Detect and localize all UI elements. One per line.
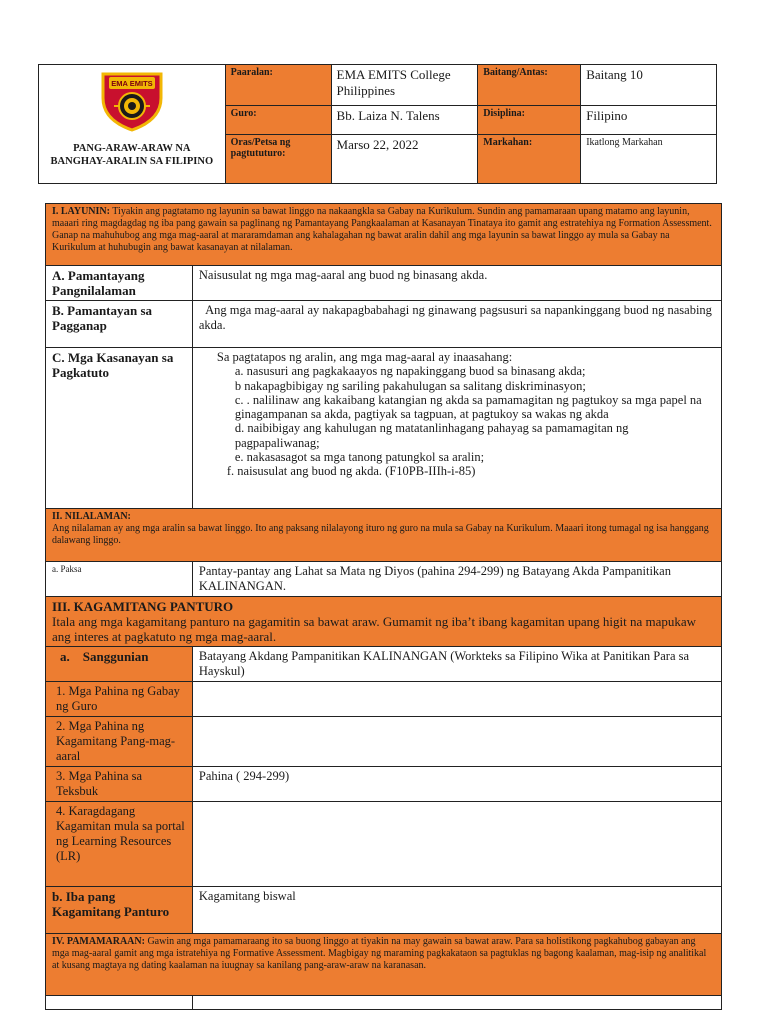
list-item: f. naisusulat ang buod ng akda. (F10PB-IIIh-i-85) [226,464,476,479]
resource-label-2: 2. Mga Pahina ng Kagamitang Pang-mag-aaral [46,717,193,767]
paaralan-value: EMA EMITS College Philippines [331,65,478,106]
layunin-section [46,204,722,266]
pamamaraan-title: IV. PAMAMARAAN: [52,936,145,947]
iba-pang-label: b. Iba pang Kagamitang Panturo [46,887,193,934]
paksa-value: Pantay-pantay ang Lahat sa Mata ng Diyos (pahina 294-299) ng Batayang Akda Pampanitikan KALINANGAN. [192,562,721,597]
kasanayan-label: C. Mga Kasanayan sa Pagkatuto [46,348,193,509]
kagamitan-text: Itala ang mga kagamitang panturo na gagamitin sa bawat araw. Gumamit ng iba’t ibang kagamitan upang higit na mapukaw ang interes at pagkatuto ng mga mag-aaral. [52,614,697,644]
guro-label: Guro: [225,106,331,135]
lesson-plan-table [45,203,722,1010]
resource-label-1: 1. Mga Pahina ng Gabay ng Guro [46,682,193,717]
resource-value-4 [192,802,721,887]
kagamitan-section [46,597,722,647]
pamantayan-pagganap-value: Ang mga mag-aaral ay nakapagbabahagi ng ginawang pagsusuri sa napankinggang buod ng nasabing akda. [192,301,721,348]
empty-cell [46,996,193,1010]
disiplina-label: Disiplina: [478,106,581,135]
kasanayan-intro: Sa pagtatapos ng aralin, ang mga mag-aaral ay inaasahang: [216,350,513,364]
pamantayan-pagganap-label: B. Pamantayan sa Pagganap [46,301,193,348]
paksa-label: a. Paksa [46,562,193,597]
oras-label: Oras/Petsa ng pagtututuro: [225,135,331,184]
sanggunian-label: a. Sanggunian [46,647,193,682]
nilalaman-title: II. NILALAMAN: [52,511,131,522]
kasanayan-value [192,348,721,509]
pamantayang-pangnilalaman-label: A. Pamantayang Pangnilalaman [46,266,193,301]
list-item: b nakapagbibigay ng sariling pakahulugan sa salitang diskriminasyon; [234,378,586,393]
oras-value: Marso 22, 2022 [331,135,478,184]
resource-value-1 [192,682,721,717]
layunin-title: I. LAYUNIN: [52,206,110,217]
resource-label-3: 3. Mga Pahina sa Teksbuk [46,767,193,802]
paaralan-label: Paaralan: [225,65,331,106]
resource-label-4: 4. Karagdagang Kagamitan mula sa portal ng Learning Resources (LR) [46,802,193,887]
pamamaraan-section [46,934,722,996]
pamantayang-pangnilalaman-value: Naisusulat ng mga mag-aaral ang buod ng binasang akda. [192,266,721,301]
nilalaman-section [46,509,722,562]
plan-title: PANG-ARAW-ARAW NA BANGHAY-ARALIN SA FILIPINO [50,143,214,168]
list-item: a. nasusuri ang pagkakaayos ng napakinggang buod sa binasang akda; [234,364,586,379]
markahan-value: Ikatlong Markahan [581,135,717,184]
list-item: e. nakasasagot sa mga tanong patungkol sa aralin; [234,450,485,465]
list-item: c. . nalilinaw ang kakaibang katangian ng akda sa pamamagitan ng pagtukoy sa mga papel na ginagampanan sa akda, pagtiyak sa tagpuan, at pagtukoy sa wakas ng akda [234,392,702,422]
baitang-value: Baitang 10 [581,65,717,106]
layunin-text: Tiyakin ang pagtatamo ng layunin sa bawat linggo na nakaangkla sa Gabay na Kurikulum. Sundin ang pamamaraan upang matamo ang layunin, maaari ring magdagdag ng iba pang gawain sa paglinang ng Pamantayang Pangkaalaman at Kasanayan Tinataya ito gamit ang estratehiya ng Formation Assessment. Ganap na mahuhubog ang mga mag-aaral at mararamdaman ang kahalagahan ng bawat aralin dahil ang mga layunin sa bawat linggo ay mula sa Gabay na Kurikulum at huhubugin ang bawat kasanayan at nilalaman. [52,206,712,253]
guro-value: Bb. Laiza N. Talens [331,106,478,135]
empty-cell [192,996,721,1010]
iba-pang-value: Kagamitang biswal [192,887,721,934]
school-logo [97,68,167,132]
svg-text:EMA EMITS: EMA EMITS [111,79,153,88]
list-item: d. naibibigay ang kahulugan ng matatanlinhagang pahayag sa pamamagitan ng pagpapaliwanag; [234,421,629,450]
school-logo-cell [39,65,226,184]
resource-value-2 [192,717,721,767]
sanggunian-value: Batayang Akdang Pampanitikan KALINANGAN (Workteks sa Filipino Wika at Panitikan Para sa Hayskul) [192,647,721,682]
markahan-label: Markahan: [478,135,581,184]
resource-value-3: Pahina ( 294-299) [192,767,721,802]
nilalaman-text: Ang nilalaman ay ang mga aralin sa bawat linggo. Ito ang paksang nilalayong ituro ng guro na mula sa Gabay na Kurikulum. Maaari itong tumagal ng isa hanggang dalawang linggo. [52,523,709,546]
kagamitan-title: III. KAGAMITANG PANTURO [52,599,234,614]
baitang-label: Baitang/Antas: [478,65,581,106]
header-table [38,64,717,184]
pamamaraan-text: Gawin ang mga pamamaraang ito sa buong linggo at tiyakin na may gawain sa bawat araw. Para sa holistikong pagkahubog gabayan ang mga mag-aaral gamit ang mga istratehiya ng Formative Assessment. Magbigay ng maraming pagkakataon sa pagtuklas ng bagong kaalaman, mag-isip ng analitikal at kusang magtaya ng dating kaalaman na iuugnay sa kanilang pang-araw-araw na karanasan. [52,936,707,971]
disiplina-value: Filipino [581,106,717,135]
